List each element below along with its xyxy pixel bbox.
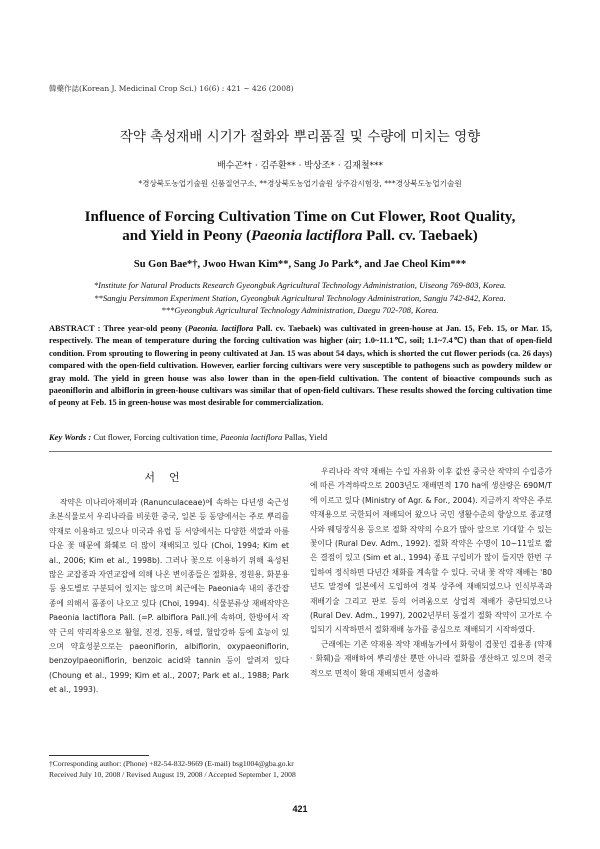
korean-authors: 배수곤*† · 김주환** · 박상조* · 김재철*** [216, 161, 384, 171]
right-column-paragraph-2: 근래에는 기존 약재용 작약 재배농가에서 화형이 겹꽃인 겹용종 (약재 · 화훼)을 재배하여 뿌리생산 뿐만 아니라 절화를 생산하고 있으며 전국적으로 면적이 확대 재배되면서 성출하 [310, 639, 552, 678]
abstract-start: ABSTRACT : Three year-old peony ( [49, 324, 188, 333]
left-column-paragraph: 작약은 미나리아재비과 (Ranunculaceae)에 속하는 다년생 숙근성 초본식물로서 우리나라를 비롯한 중국, 일본 등 동양에서는 주로 뿌리를 약재로 이용하고 있으나 미국과 유럽 등 서양에서는 다양한 색깔과 아름다운 꽃 때문에 화훼로 더 많이 재배되고 있다 (Choi, 1994; Kim et al., 2006; Kim et al., 1998b). 그러나 꽃으로 이용하기 위해 육성된 많은 교잡종과 자연교잡에 의해 나온 변이종들은 절화용, 정원용, 화분용 등 용도별로 구분되어 있지는 않으며 최근에는 Paeonia속 내의 종간잡종에 의해서 품종이 나오고 있다 (Choi, 1994). 식물분류상 재배작약은 Paeonia lactiflora Pall. (=P. albiflora Pall.)에 속하며, 한방에서 작약 근의 약리작용으로 활혈, 진경, 진통, 해열, 혈압강하 등에 효능이 있으며 약효성분으로는 paeoniflorin, albiflorin, oxypaeoniflorin, benzoylpaeoniflorin, benzoic acid와 tannin 등이 알려져 있다 (Choung et al., 1999; Kim et al., 2007; Park et al., 1988; Park et al., 1993). [49, 498, 289, 695]
footnote [49, 758, 296, 780]
english-title [30, 208, 570, 246]
korean-affiliations: *경상북도농업기술원 신품질연구소, **경상북도농업기술원 상주감시험장, ***경상북도농업기술원 [138, 179, 462, 188]
right-column [310, 465, 552, 681]
english-title-species: Paeonia lactiflora [251, 228, 363, 244]
abstract-body: Pall. cv. Taebaek) was cultivated in green-house at Jan. 15, Feb. 15, or Mar. 15, respectively. The mean of temperature during the forcing cultivation was higher (air; 1.0~11.1℃, soil; 1.1~7.4℃) than that of open-field condition. From sprouting to flowering in peony cultivated at Jan. 15 was about 54 days, which is shorted the cut flower periods (ca. 26 days) compared with the open-field cultivation. However, earlier forcing cultivars were very susceptible to pathogens such as powdery mildew or gray mold. The yield in green house was also lower than in the open-field cultivation. The content of bioactive compounds such as paeoniflorin and albiflorin in green-house cultivars was similar that of open-field cultivars. These results showed the forcing cultivation time of peony at Feb. 15 in green-house was most desirable for commercialization. [49, 324, 552, 408]
journal-citation: 韓藥作誌(Korean J. Medicinal Crop Sci.) 16(6) : 421 ~ 426 (2008) [49, 84, 294, 93]
keywords [49, 432, 552, 442]
english-title-line2a: and Yield in Peony ( [122, 228, 252, 244]
section-divider [49, 451, 552, 452]
keywords-species: Paeonia lactiflora [220, 432, 283, 442]
korean-title: 작약 촉성재배 시기가 절화와 뿌리품질 및 수량에 미치는 영향 [119, 129, 481, 145]
affiliation-2: **Sangju Persimmon Experiment Station, Gyeongbuk Agricultural Technology Administration, Sangju 742-842, Korea. [94, 292, 506, 303]
section-heading: 서언 [144, 471, 194, 484]
affiliation-3: ***Gyeongbuk Agricultural Technology Administration, Daegu 702-708, Korea. [161, 305, 439, 315]
keywords-part1: Cut flower, Forcing cultivation time, [91, 432, 221, 442]
english-title-line2b: Pall. cv. Taebaek) [362, 228, 478, 244]
keywords-label: Key Words : [49, 432, 92, 442]
keywords-part2: Pallas, Yield [282, 432, 328, 442]
abstract-species: Paeonia. lactiflora [187, 324, 254, 333]
english-authors: Su Gon Bae*†, Jwoo Hwan Kim**, Sang Jo Park*, and Jae Cheol Kim*** [133, 259, 467, 270]
abstract [49, 323, 552, 410]
english-title-line1: Influence of Forcing Cultivation Time on Cut Flower, Root Quality, [84, 209, 516, 225]
english-title-line2 [30, 227, 570, 246]
received-dates: Received July 10, 2008 / Revised August 19, 2008 / Accepted September 1, 2008 [49, 770, 296, 779]
corresponding-author: †Corresponding author: (Phone) +82-54-832-9669 (E-mail) bsg1004@gba.go.kr [49, 759, 294, 768]
right-column-paragraph-1: 우리나라 작약 재배는 수입 자유화 이후 값싼 중국산 작약의 수입증가에 따른 가격하락으로 2003년도 재배면적 170 ha에 생산량은 690M/T에 이르고 있다 (Ministry of Agr. & For., 2004). 지금까지 작약은 주로 약재용으로 국한되어 재배되어 왔으나 국민 생활수준의 향상으로 종교행사와 웨딩장식용 등으로 절화 작약의 수요가 많아 앞으로 기대할 수 있는 꽃이다 (Rural Dev. Adm., 1992). 절화 작약은 수명이 10~11일로 짧은 결점이 있고 (Sim et al., 1994) 종묘 구입비가 많이 들지만 한번 구입하여 정식하면 다년간 채화를 계속할 수 있다. 국내 꽃 작약 재배는 '80년도 말경에 일본에서 도입하여 경북 상주에 재배되었으나 인식부족과 재배기술 그리고 판로 등의 어려움으로 상업적 재배가 중단되었으나 (Rural Dev. Adm., 1997), 2002년부터 동절기 절화 작약이 고가로 수입되기 시작하면서 절화재배 농가를 중심으로 재배되기 시작하였다. [310, 467, 552, 635]
affiliation-1: *Institute for Natural Products Research Gyeongbuk Agricultural Technology Administration, Uiseong 769-803, Korea. [93, 280, 507, 290]
footnote-rule [49, 755, 149, 756]
page-number: 421 [292, 804, 308, 814]
left-column [49, 496, 289, 698]
english-affiliations [0, 279, 600, 317]
